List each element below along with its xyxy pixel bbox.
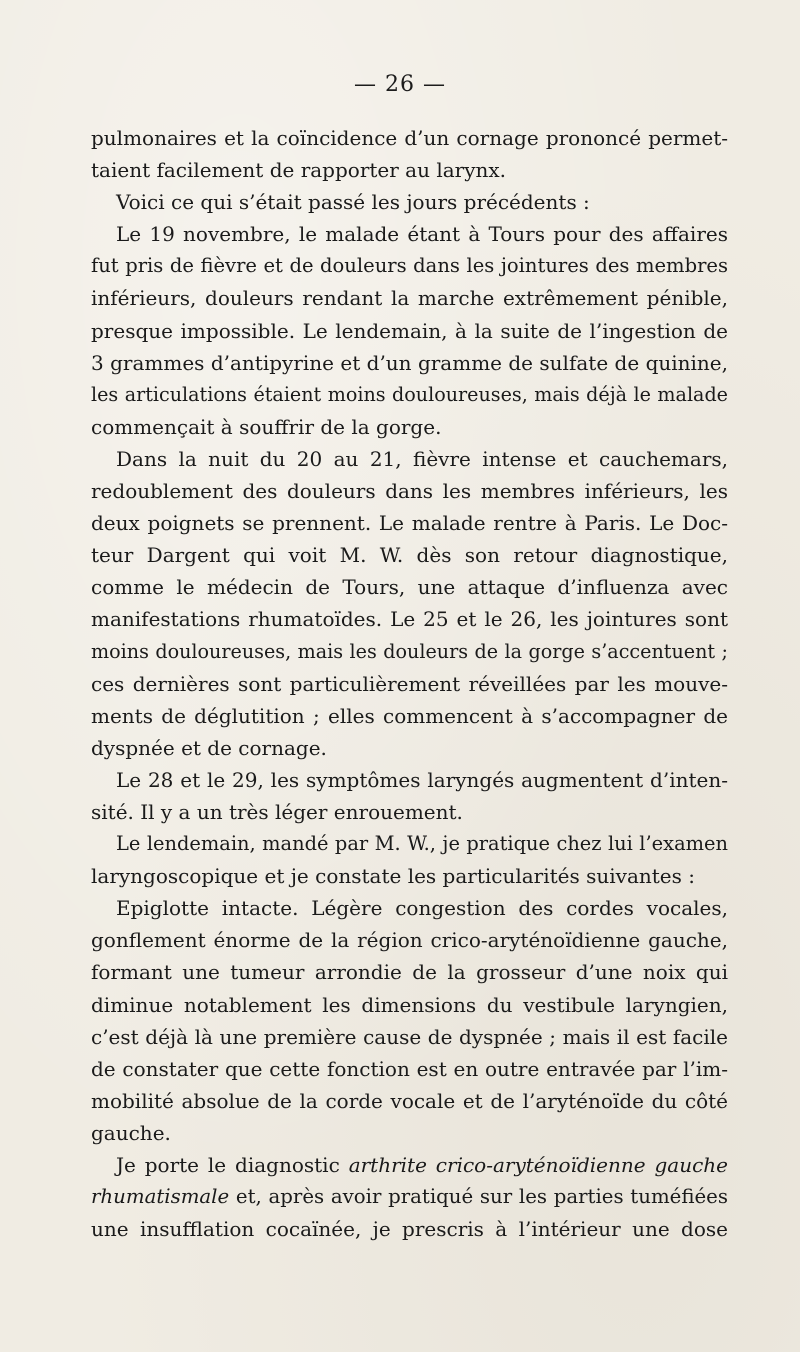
- text-line: Le lendemain, mandé par M. W., je pratique chez lui l’examen: [116, 832, 728, 856]
- diagnosis-italic-1: arthrite crico-aryténoïdienne gauche: [348, 1153, 728, 1177]
- final-paragraph-line-1: [91, 1149, 728, 1181]
- text-line: manifestations rhumatoïdes. Le 25 et le 26, les jointures sont: [91, 607, 728, 632]
- final-paragraph-line-2: [91, 1181, 728, 1213]
- text-line: commençait à souffrir de la gorge.: [91, 414, 442, 439]
- final-paragraph-line-3: une insufflation cocaïnée, je prescris à l’intérieur une dose: [91, 1217, 728, 1242]
- text-line: Le 19 novembre, le malade étant à Tours pour des affaires: [116, 222, 728, 247]
- final-line-1-start: Je porte le diagnostic: [116, 1153, 349, 1177]
- text-line: moins douloureuses, mais les douleurs de la gorge s’accentuent ;: [91, 639, 728, 663]
- text-line: Le 28 et le 29, les symptômes laryngés augmentent d’inten-: [116, 767, 728, 792]
- text-line: presque impossible. Le lendemain, à la suite de l’ingestion de: [91, 318, 728, 343]
- text-line: fut pris de fièvre et de douleurs dans les jointures des membres: [91, 254, 728, 278]
- body-text: [91, 122, 728, 1245]
- text-line: formant une tumeur arrondie de la grosseur d’une noix qui: [91, 960, 728, 985]
- text-line: gonflement énorme de la région crico-aryténoïdienne gauche,: [91, 928, 728, 953]
- text-line: diminue notablement les dimensions du vestibule laryngien,: [91, 992, 728, 1017]
- text-line: ments de déglutition ; elles commencent à s’accompagner de: [91, 703, 728, 728]
- text-line: inférieurs, douleurs rendant la marche extrêmement pénible,: [91, 286, 728, 311]
- text-line: c’est déjà là une première cause de dyspnée ; mais il est facile: [91, 1024, 728, 1049]
- text-line: teur Dargent qui voit M. W. dès son retour diagnostique,: [91, 543, 728, 568]
- text-line: gauche.: [91, 1120, 171, 1145]
- text-line: Dans la nuit du 20 au 21, fièvre intense et cauchemars,: [116, 446, 728, 471]
- text-line: laryngoscopique et je constate les particularités suivantes :: [91, 864, 695, 889]
- diagnosis-italic-2: rhumatismale: [91, 1185, 230, 1209]
- text-line: mobilité absolue de la corde vocale et de l’aryténoïde du côté: [91, 1088, 728, 1113]
- text-line: dyspnée et de cornage.: [91, 735, 327, 760]
- text-line: sité. Il y a un très léger enrouement.: [91, 799, 463, 824]
- text-line: deux poignets se prennent. Le malade rentre à Paris. Le Doc-: [91, 511, 728, 536]
- text-line: de constater que cette fonction est en outre entravée par l’im-: [91, 1056, 728, 1081]
- text-line: pulmonaires et la coïncidence d’un cornage prononcé permet-: [91, 126, 728, 150]
- text-line: Voici ce qui s’était passé les jours précédents :: [116, 190, 590, 215]
- text-line: ces dernières sont particulièrement réveillées par les mouve-: [91, 671, 728, 696]
- text-line: taient facilement de rapporter au larynx.: [91, 158, 507, 183]
- text-line: les articulations étaient moins douloureuses, mais déjà le malade: [91, 382, 728, 406]
- text-line: 3 grammes d’antipyrine et d’un gramme de sulfate de quinine,: [91, 350, 728, 375]
- page-number: — 26 —: [354, 72, 446, 97]
- text-line: Epiglotte intacte. Légère congestion des cordes vocales,: [116, 896, 728, 921]
- text-line: comme le médecin de Tours, une attaque d’influenza avec: [91, 575, 728, 600]
- text-line: redoublement des douleurs dans les membres inférieurs, les: [91, 479, 728, 504]
- final-line-2-rest: et, après avoir pratiqué sur les parties tuméfiées: [229, 1185, 728, 1209]
